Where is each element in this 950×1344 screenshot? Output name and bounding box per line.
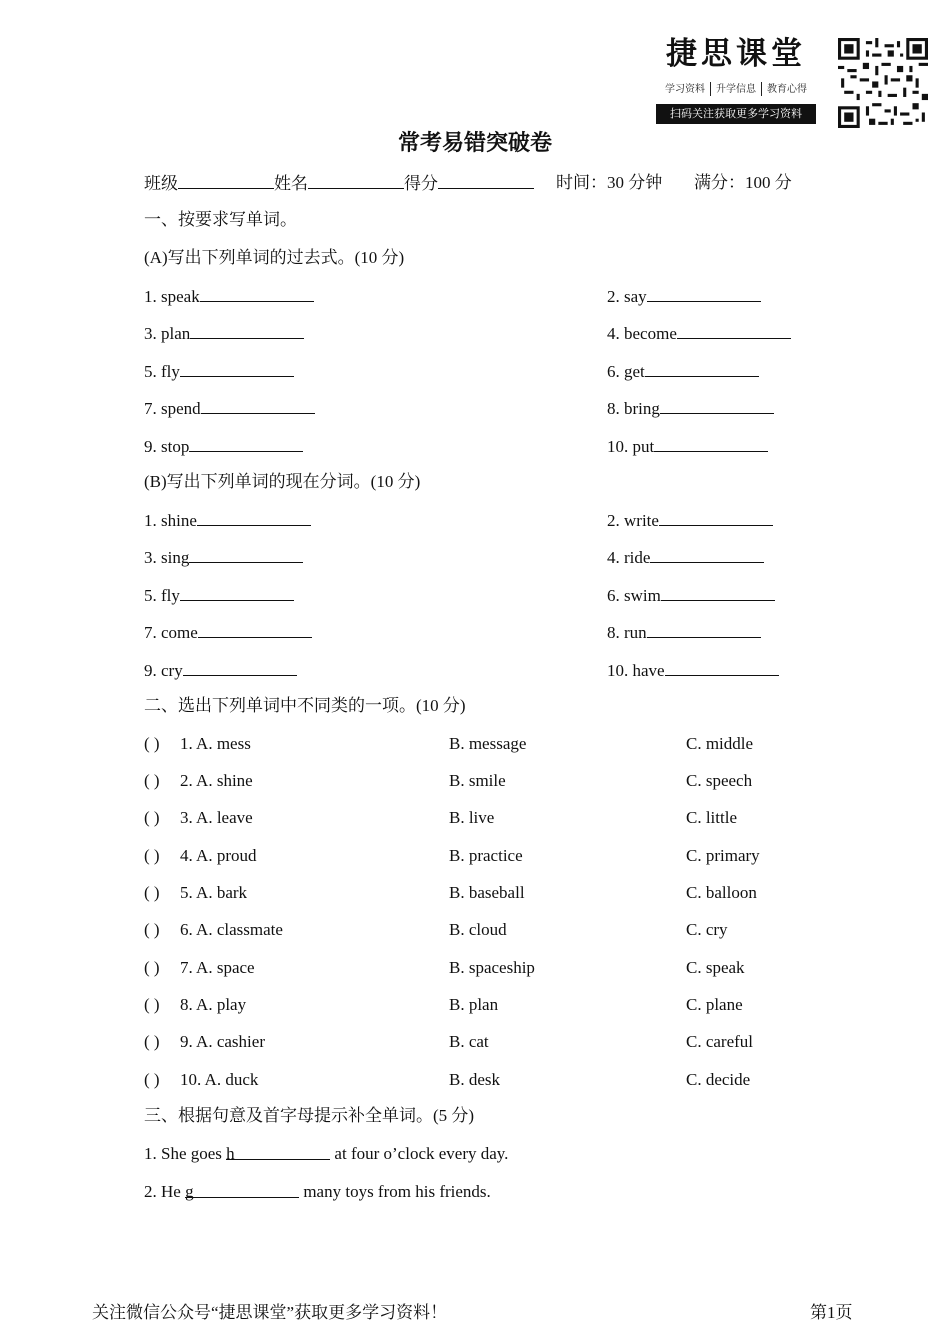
choice-paren[interactable]: ( ) — [144, 771, 160, 790]
choice-b: B. message — [449, 734, 527, 753]
full-score-info: 满分：100 分 — [694, 173, 792, 192]
page-number: 第1页 — [810, 1303, 853, 1322]
answer-blank[interactable] — [659, 509, 773, 526]
choice-b: B. plan — [449, 995, 499, 1014]
question-item: 2. write — [607, 509, 773, 532]
question-item: 9. stop — [144, 435, 303, 458]
question-item: 9. cry — [144, 659, 297, 682]
score-label: 得分 — [404, 174, 438, 193]
choice-paren[interactable]: ( ) — [144, 883, 160, 902]
answer-blank[interactable] — [645, 360, 759, 377]
name-blank[interactable] — [308, 172, 404, 189]
choice-a: 3. A. leave — [180, 808, 253, 827]
class-label: 班级 — [144, 174, 178, 193]
section-1-heading: 一、按要求写单词。 — [144, 210, 297, 229]
choice-paren[interactable]: ( ) — [144, 995, 160, 1014]
choice-b: B. practice — [449, 846, 523, 865]
answer-blank[interactable] — [647, 285, 761, 302]
answer-blank[interactable]: g — [185, 1181, 299, 1198]
page-title: 常考易错突破卷 — [397, 131, 552, 156]
choice-a: 1. A. mess — [180, 734, 251, 753]
brand-name: 捷思课堂 — [666, 36, 806, 72]
choice-b: B. spaceship — [449, 958, 535, 977]
question-item: 10. have — [607, 659, 779, 682]
choice-b: B. smile — [449, 771, 506, 790]
answer-blank[interactable]: h — [226, 1143, 330, 1160]
question-item: 4. become — [607, 322, 791, 345]
choice-a: 10. A. duck — [180, 1070, 259, 1089]
answer-blank[interactable] — [665, 659, 779, 676]
choice-b: B. baseball — [449, 883, 525, 902]
question-item: 10. put — [607, 435, 768, 458]
question-item: 7. come — [144, 621, 312, 644]
choice-c: C. speak — [686, 958, 745, 977]
question-item: 1. speak — [144, 285, 314, 308]
answer-blank[interactable] — [677, 322, 791, 339]
question-item: 5. fly — [144, 360, 294, 383]
section-3-heading: 三、根据句意及首字母提示补全单词。(5 分) — [144, 1106, 475, 1125]
qr-code-icon — [838, 38, 928, 128]
time-info: 时间：30 分钟 — [556, 173, 663, 192]
answer-blank[interactable] — [189, 435, 303, 452]
choice-c: C. little — [686, 808, 737, 827]
name-label: 姓名 — [274, 174, 308, 193]
answer-blank[interactable] — [197, 509, 311, 526]
question-item: 8. bring — [607, 397, 774, 420]
choice-paren[interactable]: ( ) — [144, 1032, 160, 1051]
class-blank[interactable] — [178, 172, 274, 189]
question-item: 6. get — [607, 360, 759, 383]
question-item: 1. shine — [144, 509, 311, 532]
choice-a: 9. A. cashier — [180, 1032, 265, 1051]
header-fields — [144, 172, 534, 195]
answer-blank[interactable] — [654, 435, 768, 452]
choice-a: 2. A. shine — [180, 771, 253, 790]
question-item: 7. spend — [144, 397, 315, 420]
brand-tag: 学习资料 — [665, 84, 705, 95]
question-item: 3. plan — [144, 322, 304, 345]
choice-c: C. plane — [686, 995, 743, 1014]
brand-tag: 升学信息 — [716, 84, 756, 95]
footer-notice: 关注微信公众号“捷思课堂”获取更多学习资料！ — [92, 1303, 448, 1322]
question-item: 6. swim — [607, 584, 775, 607]
choice-a: 6. A. classmate — [180, 920, 283, 939]
choice-paren[interactable]: ( ) — [144, 734, 160, 753]
choice-paren[interactable]: ( ) — [144, 958, 160, 977]
answer-blank[interactable] — [183, 659, 297, 676]
answer-blank[interactable] — [198, 621, 312, 638]
choice-c: C. decide — [686, 1070, 751, 1089]
brand-banner: 扫码关注获取更多学习资料 — [656, 104, 816, 124]
fill-question-2: 2. He g many toys from his friends. — [144, 1182, 491, 1201]
answer-blank[interactable] — [189, 546, 303, 563]
choice-c: C. middle — [686, 734, 754, 753]
choice-c: C. careful — [686, 1032, 754, 1051]
question-item: 2. say — [607, 285, 761, 308]
choice-a: 8. A. play — [180, 995, 247, 1014]
question-item: 5. fly — [144, 584, 294, 607]
fill-question-1: 1. She goes h at four o’clock every day. — [144, 1144, 509, 1163]
question-item: 8. run — [607, 621, 761, 644]
choice-paren[interactable]: ( ) — [144, 1070, 160, 1089]
choice-b: B. live — [449, 808, 495, 827]
brand-tags — [656, 80, 816, 96]
section-1b-heading: (B)写出下列单词的现在分词。(10 分) — [144, 472, 421, 491]
answer-blank[interactable] — [190, 322, 304, 339]
brand-logo — [656, 34, 816, 124]
choice-paren[interactable]: ( ) — [144, 920, 160, 939]
choice-a: 4. A. proud — [180, 846, 257, 865]
choice-a: 5. A. bark — [180, 883, 248, 902]
section-2-heading: 二、选出下列单词中不同类的一项。(10 分) — [144, 696, 466, 715]
answer-blank[interactable] — [660, 397, 774, 414]
question-item: 3. sing — [144, 546, 303, 569]
choice-a: 7. A. space — [180, 958, 255, 977]
score-blank[interactable] — [438, 172, 534, 189]
brand-tag: 教育心得 — [767, 84, 807, 95]
choice-c: C. cry — [686, 920, 728, 939]
answer-blank[interactable] — [200, 285, 314, 302]
answer-blank[interactable] — [180, 584, 294, 601]
choice-paren[interactable]: ( ) — [144, 808, 160, 827]
answer-blank[interactable] — [650, 546, 764, 563]
choice-c: C. speech — [686, 771, 753, 790]
answer-blank[interactable] — [661, 584, 775, 601]
choice-c: C. balloon — [686, 883, 757, 902]
choice-c: C. primary — [686, 846, 760, 865]
section-1a-heading: (A)写出下列单词的过去式。(10 分) — [144, 248, 405, 267]
choice-paren[interactable]: ( ) — [144, 846, 160, 865]
question-item: 4. ride — [607, 546, 764, 569]
answer-blank[interactable] — [201, 397, 315, 414]
answer-blank[interactable] — [647, 621, 761, 638]
choice-b: B. cat — [449, 1032, 489, 1051]
choice-b: B. desk — [449, 1070, 500, 1089]
choice-b: B. cloud — [449, 920, 507, 939]
answer-blank[interactable] — [180, 360, 294, 377]
